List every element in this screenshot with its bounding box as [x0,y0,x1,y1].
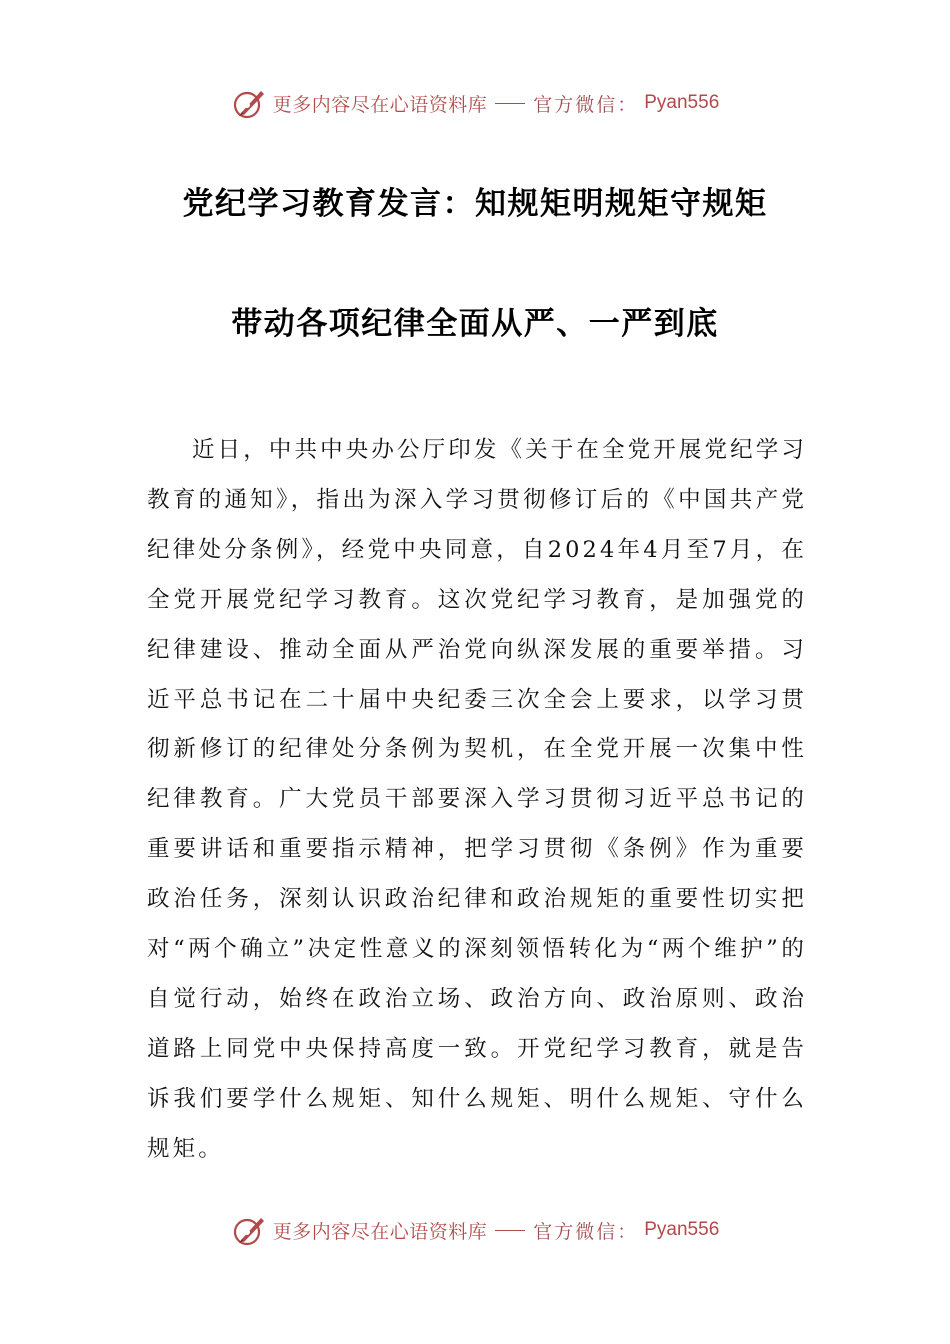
watermark-dash [495,103,525,104]
document-title-line-1: 党纪学习教育发言：知规矩明规矩守规矩 [182,186,768,222]
header-watermark [0,83,950,123]
watermark-site-text: 更多内容尽在心语资料库 [272,93,488,116]
quill-logo-icon [231,1212,267,1248]
watermark-id: Pyan556 [644,1219,720,1240]
body-paragraph: 近日，中共中央办公厅印发《关于在全党开展党纪学习教育的通知》，指出为深入学习贯彻修订后的《中国共产党纪律处分条例》，经党中央同意，自2024年4月至7月，在全党开展党纪学习教育。这次党纪学习教育，是加强党的纪律建设、推动全面从严治党向纵深发展的重要举措。习近平总书记在二十届中央纪委三次全会上要求，以学习贯彻新修订的纪律处分条例为契机，在全党开展一次集中性纪律教育。广大党员干部要深入学习贯彻习近平总书记的重要讲话和重要指示精神，把学习贯彻《条例》作为重要政治任务，深刻认识政治纪律和政治规矩的重要性切实把对“两个确立”决定性意义的深刻领悟转化为“两个维护”的自觉行动，始终在政治立场、政治方向、政治原则、政治道路上同党中央保持高度一致。开党纪学习教育，就是告诉我们要学什么规矩、知什么规矩、明什么规矩、守什么规矩。 [147,437,807,1162]
watermark-site-text: 更多内容尽在心语资料库 [272,1220,488,1243]
footer-watermark [0,1210,950,1250]
watermark-label: 官方微信： [533,1220,639,1243]
watermark-id: Pyan556 [644,92,720,113]
watermark-label: 官方微信： [533,93,639,116]
document-title-line-2: 带动各项纪律全面从严、一严到底 [231,306,719,342]
watermark-dash [495,1230,525,1231]
quill-logo-icon [231,85,267,121]
